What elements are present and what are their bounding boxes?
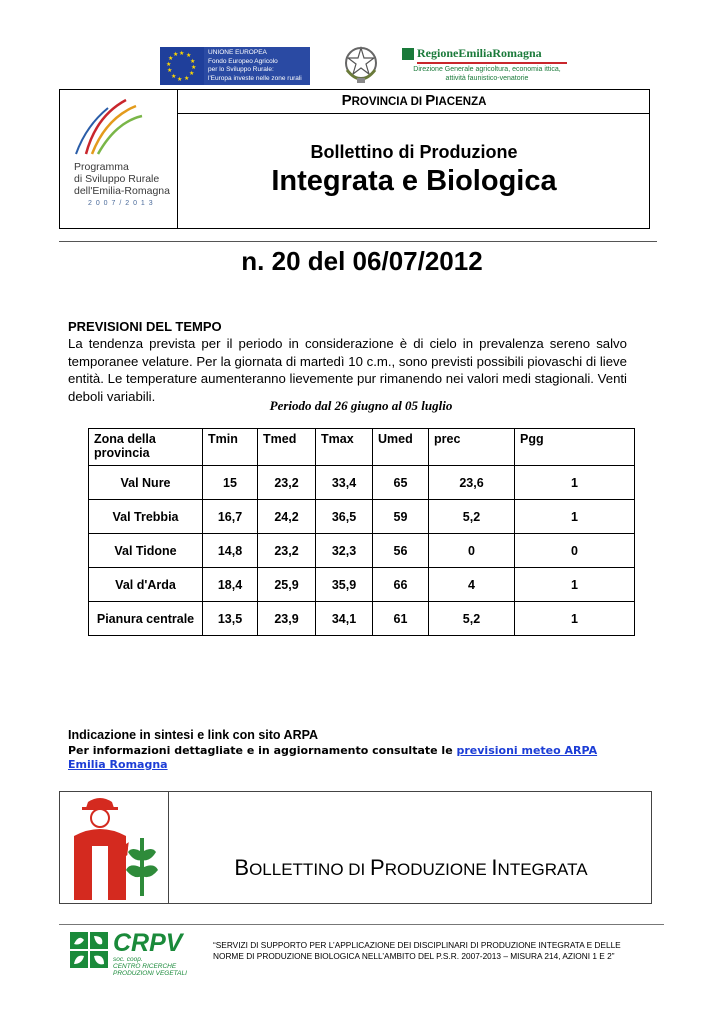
cell-prec: 4 <box>429 568 515 602</box>
cell-tmin: 16,7 <box>203 500 258 534</box>
crpv-leaves-icon <box>68 930 110 970</box>
province-rest-1: ROVINCIA DI <box>351 96 426 108</box>
cell-prec: 0 <box>429 534 515 568</box>
cell-tmax: 35,9 <box>316 568 373 602</box>
rer-subtitle-1: Direzione Generale agricoltura, economia ittica, <box>413 66 561 73</box>
bpi-rest-3: NTEGRATA <box>497 860 588 879</box>
cell-tmin: 18,4 <box>203 568 258 602</box>
arpa-title: Indicazione in sintesi e link con sito ARPA <box>68 728 319 742</box>
cell-umed: 59 <box>373 500 429 534</box>
cell-umed: 65 <box>373 466 429 500</box>
bulletin-number: n. 20 del 06/07/2012 <box>241 246 483 276</box>
bpi-cap-2: P <box>370 855 385 880</box>
bpi-rest-2: RODUZIONE <box>384 860 492 879</box>
eu-line-2: Fondo Europeo Agricolo <box>208 57 278 65</box>
psr-line-1: Programma <box>74 161 129 173</box>
rer-flag-icon <box>402 48 414 60</box>
cell-tmax: 36,5 <box>316 500 373 534</box>
psr-years: 2 0 0 7 / 2 0 1 3 <box>88 200 154 207</box>
table-row <box>89 568 635 602</box>
header-zona: Zona della provincia <box>89 429 203 466</box>
cell-tmed: 23,2 <box>258 466 316 500</box>
cell-prec: 5,2 <box>429 500 515 534</box>
header-tmin: Tmin <box>203 429 258 466</box>
cell-tmed: 25,9 <box>258 568 316 602</box>
forecast-period: Periodo dal 26 giugno al 05 luglio <box>269 398 453 413</box>
cell-tmin: 15 <box>203 466 258 500</box>
cell-tmax: 33,4 <box>316 466 373 500</box>
psr-swoosh-icon <box>66 96 172 156</box>
forecast-text: La tendenza prevista per il periodo in considerazione è di cielo in prevalenza sereno salvo temporanee velature. Per la giornata di martedì 10 c.m., sono previsti possibili piovaschi di lieve entità. Le temperature aumenteranno lievemente pur rimanendo nei valori medi stagionali. Venti deboli variabili. <box>68 336 627 404</box>
psr-line-2: di Sviluppo Rurale <box>74 173 160 185</box>
eu-logo <box>160 47 310 85</box>
psr-logo <box>66 96 172 224</box>
psr-line-3: dell'Emilia-Romagna <box>74 185 170 197</box>
cell-pgg: 0 <box>515 534 635 568</box>
cell-tmax: 32,3 <box>316 534 373 568</box>
crpv-sub-2: CENTRO RICERCHE <box>113 963 177 970</box>
cell-pgg: 1 <box>515 466 635 500</box>
italian-republic-emblem-icon <box>342 44 380 86</box>
cell-tmed: 24,2 <box>258 500 316 534</box>
eu-flag-icon: ★ ★ ★ ★ ★ ★ ★ ★ ★ ★ ★ ★ <box>160 47 204 85</box>
bottom-divider <box>168 791 169 904</box>
cell-umed: 66 <box>373 568 429 602</box>
province-rest-2: IACENZA <box>435 96 487 108</box>
rer-title-row <box>402 46 572 61</box>
eu-logo-text <box>204 47 310 85</box>
bpi-cap-1: B <box>234 855 250 880</box>
bpi-rest-1: OLLETTINO DI <box>249 860 370 879</box>
table-row <box>89 602 635 636</box>
header-tmax: Tmax <box>316 429 373 466</box>
arpa-forecast-link[interactable]: previsioni meteo ARPA Emilia Romagna <box>68 744 598 771</box>
cell-zona: Pianura centrale <box>89 602 203 636</box>
arpa-text <box>68 744 628 771</box>
cell-prec: 23,6 <box>429 466 515 500</box>
footer-line-2: NORME DI PRODUZIONE BIOLOGICA NELL’AMBITO DEL P.S.R. 2007-2013 – MISURA 214, AZIONI 1 E 2” <box>213 951 615 961</box>
table-row <box>89 534 635 568</box>
cell-tmin: 14,8 <box>203 534 258 568</box>
footer-line-1: “SERVIZI DI SUPPORTO PER L’APPLICAZIONE DEI DISCIPLINARI DI PRODUZIONE INTEGRATA E DELLE <box>213 940 621 950</box>
forecast-title: PREVISIONI DEL TEMPO <box>68 319 222 334</box>
cell-pgg: 1 <box>515 500 635 534</box>
header-pgg: Pgg <box>515 429 635 466</box>
header-umed: Umed <box>373 429 429 466</box>
cell-tmax: 34,1 <box>316 602 373 636</box>
separator-rule <box>59 241 657 242</box>
cell-zona: Val Nure <box>89 466 203 500</box>
integrated-production-title <box>170 855 652 881</box>
weather-table <box>88 428 635 636</box>
header-prec: prec <box>429 429 515 466</box>
bpi-cap-3: I <box>491 855 498 880</box>
province-cap-2: P <box>425 92 436 109</box>
farmer-with-plant-icon <box>70 796 160 900</box>
rer-divider <box>417 62 567 64</box>
rer-subtitle-2: attività faunistico-venatorie <box>445 75 529 82</box>
cell-tmed: 23,9 <box>258 602 316 636</box>
cell-zona: Val Trebbia <box>89 500 203 534</box>
cell-pgg: 1 <box>515 568 635 602</box>
eu-line-4: l'Europa investe nelle zone rurali <box>208 74 302 82</box>
cell-tmed: 23,2 <box>258 534 316 568</box>
crpv-logo <box>68 929 198 977</box>
footer-rule <box>59 924 664 925</box>
crpv-name: CRPV <box>113 929 183 957</box>
regione-emilia-romagna-logo <box>402 46 572 88</box>
bulletin-title-line-2: Integrata e Biologica <box>271 165 557 197</box>
crpv-sub-1: soc. coop. <box>113 956 143 963</box>
header-divider-horizontal <box>177 113 650 114</box>
footer-text <box>213 940 663 962</box>
bottom-box-rule <box>59 903 652 904</box>
eu-line-1: UNIONE EUROPEA <box>208 49 267 56</box>
arpa-text-body: Per informazioni dettagliate e in aggiornamento consultate le <box>68 744 457 757</box>
province-title <box>178 90 650 113</box>
cell-tmin: 13,5 <box>203 602 258 636</box>
header-tmed: Tmed <box>258 429 316 466</box>
bulletin-title-line-1: Bollettino di Produzione <box>310 142 518 162</box>
table-header-row <box>89 429 635 466</box>
cell-zona: Val Tidone <box>89 534 203 568</box>
rer-title: RegioneEmiliaRomagna <box>417 46 542 60</box>
cell-umed: 56 <box>373 534 429 568</box>
province-cap-1: P <box>341 92 352 109</box>
cell-prec: 5,2 <box>429 602 515 636</box>
cell-pgg: 1 <box>515 602 635 636</box>
cell-umed: 61 <box>373 602 429 636</box>
eu-line-3: per lo Sviluppo Rurale: <box>208 66 274 73</box>
cell-zona: Val d'Arda <box>89 568 203 602</box>
crpv-sub-3: PRODUZIONI VEGETALI <box>113 970 187 977</box>
table-row <box>89 466 635 500</box>
table-row <box>89 500 635 534</box>
